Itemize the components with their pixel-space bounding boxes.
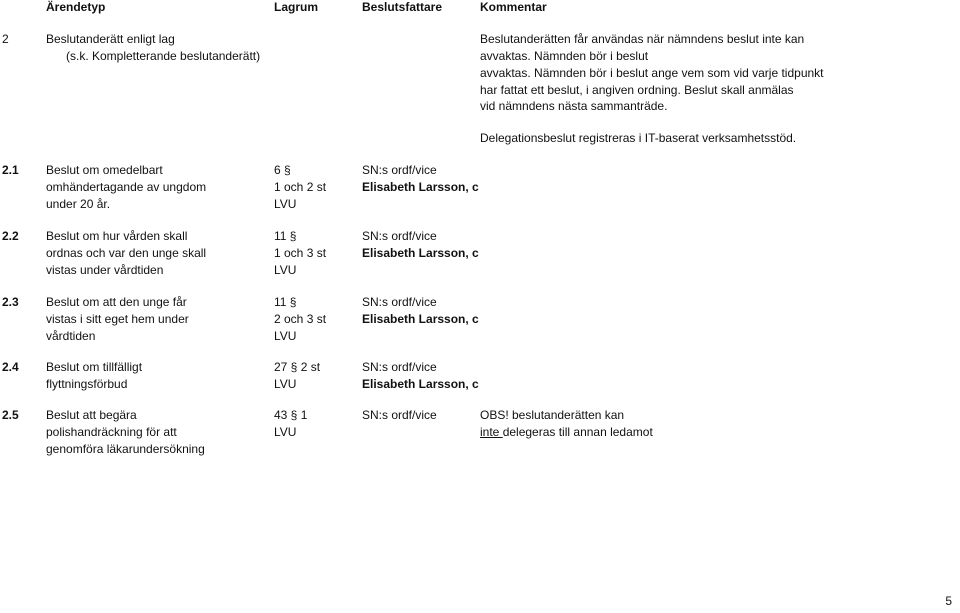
row-description-line: Beslut om att den unge får: [46, 295, 187, 309]
row-description-line: vistas under vårdtiden: [46, 263, 164, 277]
row-number: 2.5: [2, 408, 19, 422]
row-lagrum-line: 11 §: [274, 295, 297, 309]
section-number: 2: [2, 32, 9, 46]
column-header-beslutsfattare: Beslutsfattare: [362, 0, 443, 14]
column-header-lagrum: Lagrum: [274, 0, 319, 14]
section-comment-line: vid nämndens nästa sammanträde.: [480, 99, 668, 113]
row-description-line: Beslut om hur vården skall: [46, 229, 188, 243]
section-subtitle: (s.k. Kompletterande beslutanderätt): [66, 49, 261, 63]
row-lagrum-line: 1 och 2 st: [274, 180, 327, 194]
row-number: 2.1: [2, 163, 19, 177]
row-description-line: Beslut om tillfälligt: [46, 360, 143, 374]
row-comment-line: OBS! beslutanderätten kan: [480, 408, 625, 422]
row-beslutsfattare-role: SN:s ordf/vice: [362, 163, 437, 177]
row-comment-line: [480, 424, 653, 440]
row-lagrum-line: 6 §: [274, 163, 291, 177]
row-lagrum-line: 27 § 2 st: [274, 360, 321, 374]
column-header-arendetyp: Ärendetyp: [46, 0, 106, 14]
row-lagrum-line: LVU: [274, 425, 297, 439]
row-beslutsfattare-role: SN:s ordf/vice: [362, 229, 437, 243]
page-number: 5: [945, 594, 952, 608]
row-beslutsfattare-person: Elisabeth Larsson, c: [362, 246, 479, 260]
row-number: 2.3: [2, 295, 19, 309]
row-beslutsfattare-role: SN:s ordf/vice: [362, 360, 437, 374]
row-lagrum-line: LVU: [274, 263, 297, 277]
section-comment-line: har fattat ett beslut, i angiven ordning. Beslut skall anmälas: [480, 83, 794, 97]
section-comment-line: avvaktas. Nämnden bör i beslut: [480, 49, 649, 63]
row-comment-rest: delegeras till annan ledamot: [502, 425, 653, 439]
row-lagrum-line: LVU: [274, 377, 297, 391]
row-description-line: vårdtiden: [46, 329, 96, 343]
column-header-kommentar: Kommentar: [480, 0, 547, 14]
row-number: 2.2: [2, 229, 19, 243]
row-description-line: Beslut om omedelbart: [46, 163, 163, 177]
row-number: 2.4: [2, 360, 19, 374]
row-description-line: vistas i sitt eget hem under: [46, 312, 189, 326]
row-description-line: flyttningsförbud: [46, 377, 128, 391]
row-lagrum-line: 1 och 3 st: [274, 246, 327, 260]
row-lagrum-line: LVU: [274, 329, 297, 343]
row-lagrum-line: 43 § 1: [274, 408, 308, 422]
section-comment-line: avvaktas. Nämnden bör i beslut ange vem som vid varje tidpunkt: [480, 66, 824, 80]
section-comment-note: Delegationsbeslut registreras i IT-baserat verksamhetsstöd.: [480, 131, 797, 145]
row-beslutsfattare-role: SN:s ordf/vice: [362, 295, 437, 309]
row-description-line: Beslut att begära: [46, 408, 137, 422]
row-description-line: genomföra läkarundersökning: [46, 442, 205, 456]
section-title: Beslutanderätt enligt lag: [46, 32, 175, 46]
row-lagrum-line: 2 och 3 st: [274, 312, 327, 326]
row-beslutsfattare-person: Elisabeth Larsson, c: [362, 312, 479, 326]
row-description-line: polishandräckning för att: [46, 425, 177, 439]
row-beslutsfattare-person: Elisabeth Larsson, c: [362, 377, 479, 391]
row-description-line: ordnas och var den unge skall: [46, 246, 207, 260]
section-comment-line: Beslutanderätten får användas när nämndens beslut inte kan: [480, 32, 805, 46]
row-lagrum-line: 11 §: [274, 229, 297, 243]
row-description-line: under 20 år.: [46, 197, 111, 211]
row-lagrum-line: LVU: [274, 197, 297, 211]
row-beslutsfattare-person: Elisabeth Larsson, c: [362, 180, 479, 194]
row-description-line: omhändertagande av ungdom: [46, 180, 207, 194]
row-beslutsfattare-role: SN:s ordf/vice: [362, 408, 437, 422]
underlined-word: inte: [480, 425, 503, 439]
